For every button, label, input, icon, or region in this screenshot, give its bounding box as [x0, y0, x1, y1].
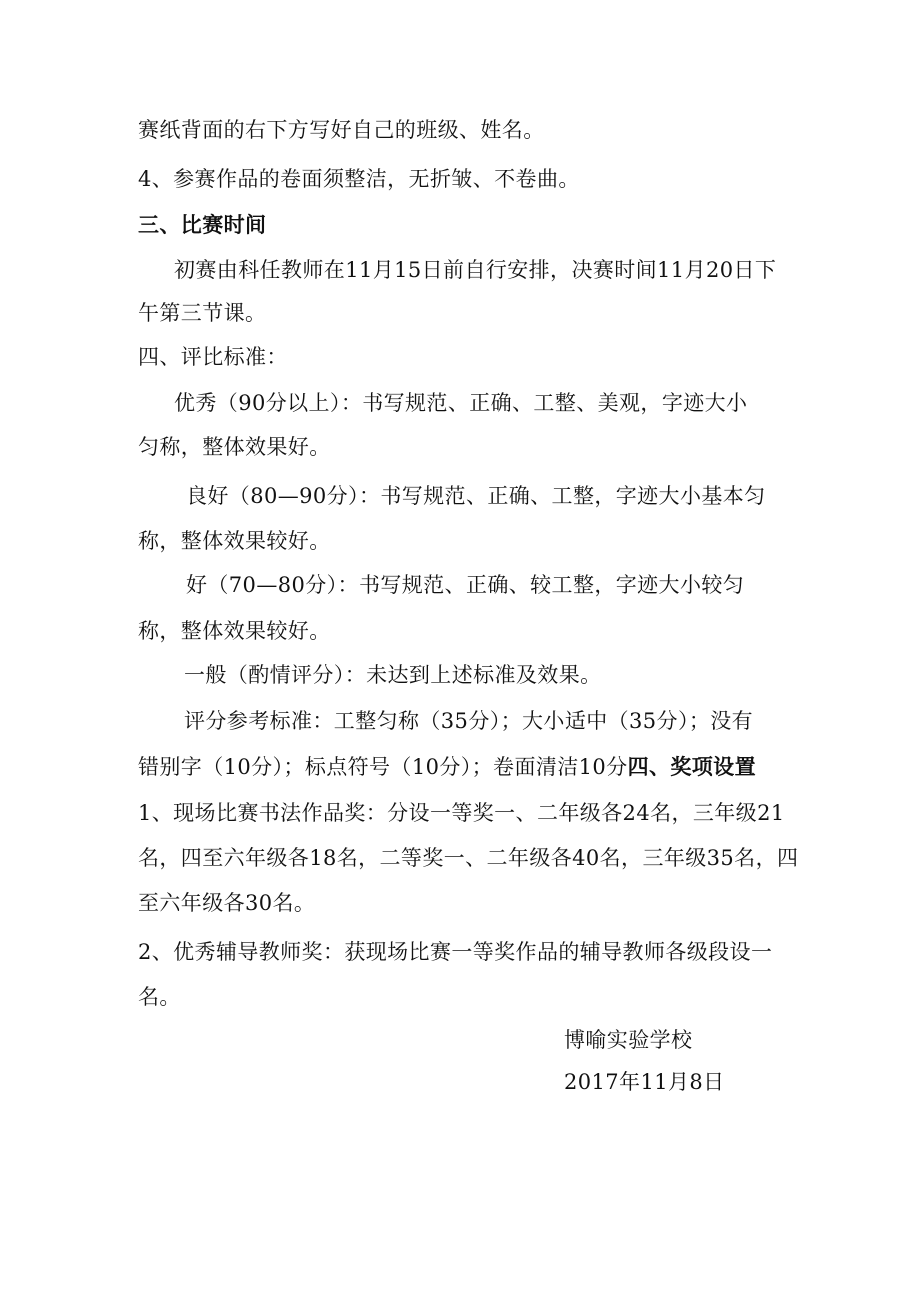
scoring-reference-text: 错别字（10分）；标点符号（10分）；卷面清洁10分 — [138, 755, 628, 779]
criteria-fair-line-1: 好（70—80分）：书写规范、正确、较工整，字迹大小较匀 — [186, 573, 745, 597]
requirement-line-continuation: 赛纸背面的右下方写好自己的班级、姓名。 — [138, 118, 545, 142]
awards-item-2-line-1: 2、优秀辅导教师奖：获现场比赛一等奖作品的辅导教师各级段设一 — [138, 940, 773, 964]
competition-time-line-1: 初赛由科任教师在11月15日前自行安排，决赛时间11月20日下 — [174, 258, 777, 282]
criteria-general-line: 一般（酌情评分）：未达到上述标准及效果。 — [184, 663, 602, 687]
awards-item-1-line-3: 至六年级各30名。 — [138, 891, 316, 915]
criteria-good-line-1: 良好（80—90分）：书写规范、正确、工整，字迹大小基本匀 — [186, 484, 766, 508]
awards-item-1-line-2: 名，四至六年级各18名，二等奖一、二年级各40名，三年级35名，四 — [138, 846, 799, 870]
criteria-excellent-line-1: 优秀（90分以上）：书写规范、正确、工整、美观，字迹大小 — [174, 391, 748, 415]
competition-time-line-2: 午第三节课。 — [138, 301, 267, 325]
criteria-fair-line-2: 称，整体效果较好。 — [138, 619, 331, 643]
criteria-excellent-line-2: 匀称，整体效果好。 — [138, 435, 331, 459]
scoring-reference-line-1: 评分参考标准：工整匀称（35分）；大小适中（35分）；没有 — [184, 709, 754, 733]
section-heading-competition-time: 三、比赛时间 — [138, 213, 267, 237]
signature-school: 博喻实验学校 — [564, 1028, 693, 1052]
scoring-reference-line-2 — [138, 752, 756, 782]
awards-item-2-line-2: 名。 — [138, 985, 181, 1009]
signature-date: 2017年11月8日 — [564, 1070, 725, 1094]
section-heading-awards: 四、奖项设置 — [627, 755, 756, 779]
section-heading-criteria: 四、评比标准： — [138, 345, 288, 369]
criteria-good-line-2: 称，整体效果较好。 — [138, 529, 331, 553]
requirement-item-4: 4、参赛作品的卷面须整洁，无折皱、不卷曲。 — [138, 167, 580, 191]
awards-item-1-line-1: 1、现场比赛书法作品奖：分设一等奖一、二年级各24名，三年级21 — [138, 801, 785, 825]
